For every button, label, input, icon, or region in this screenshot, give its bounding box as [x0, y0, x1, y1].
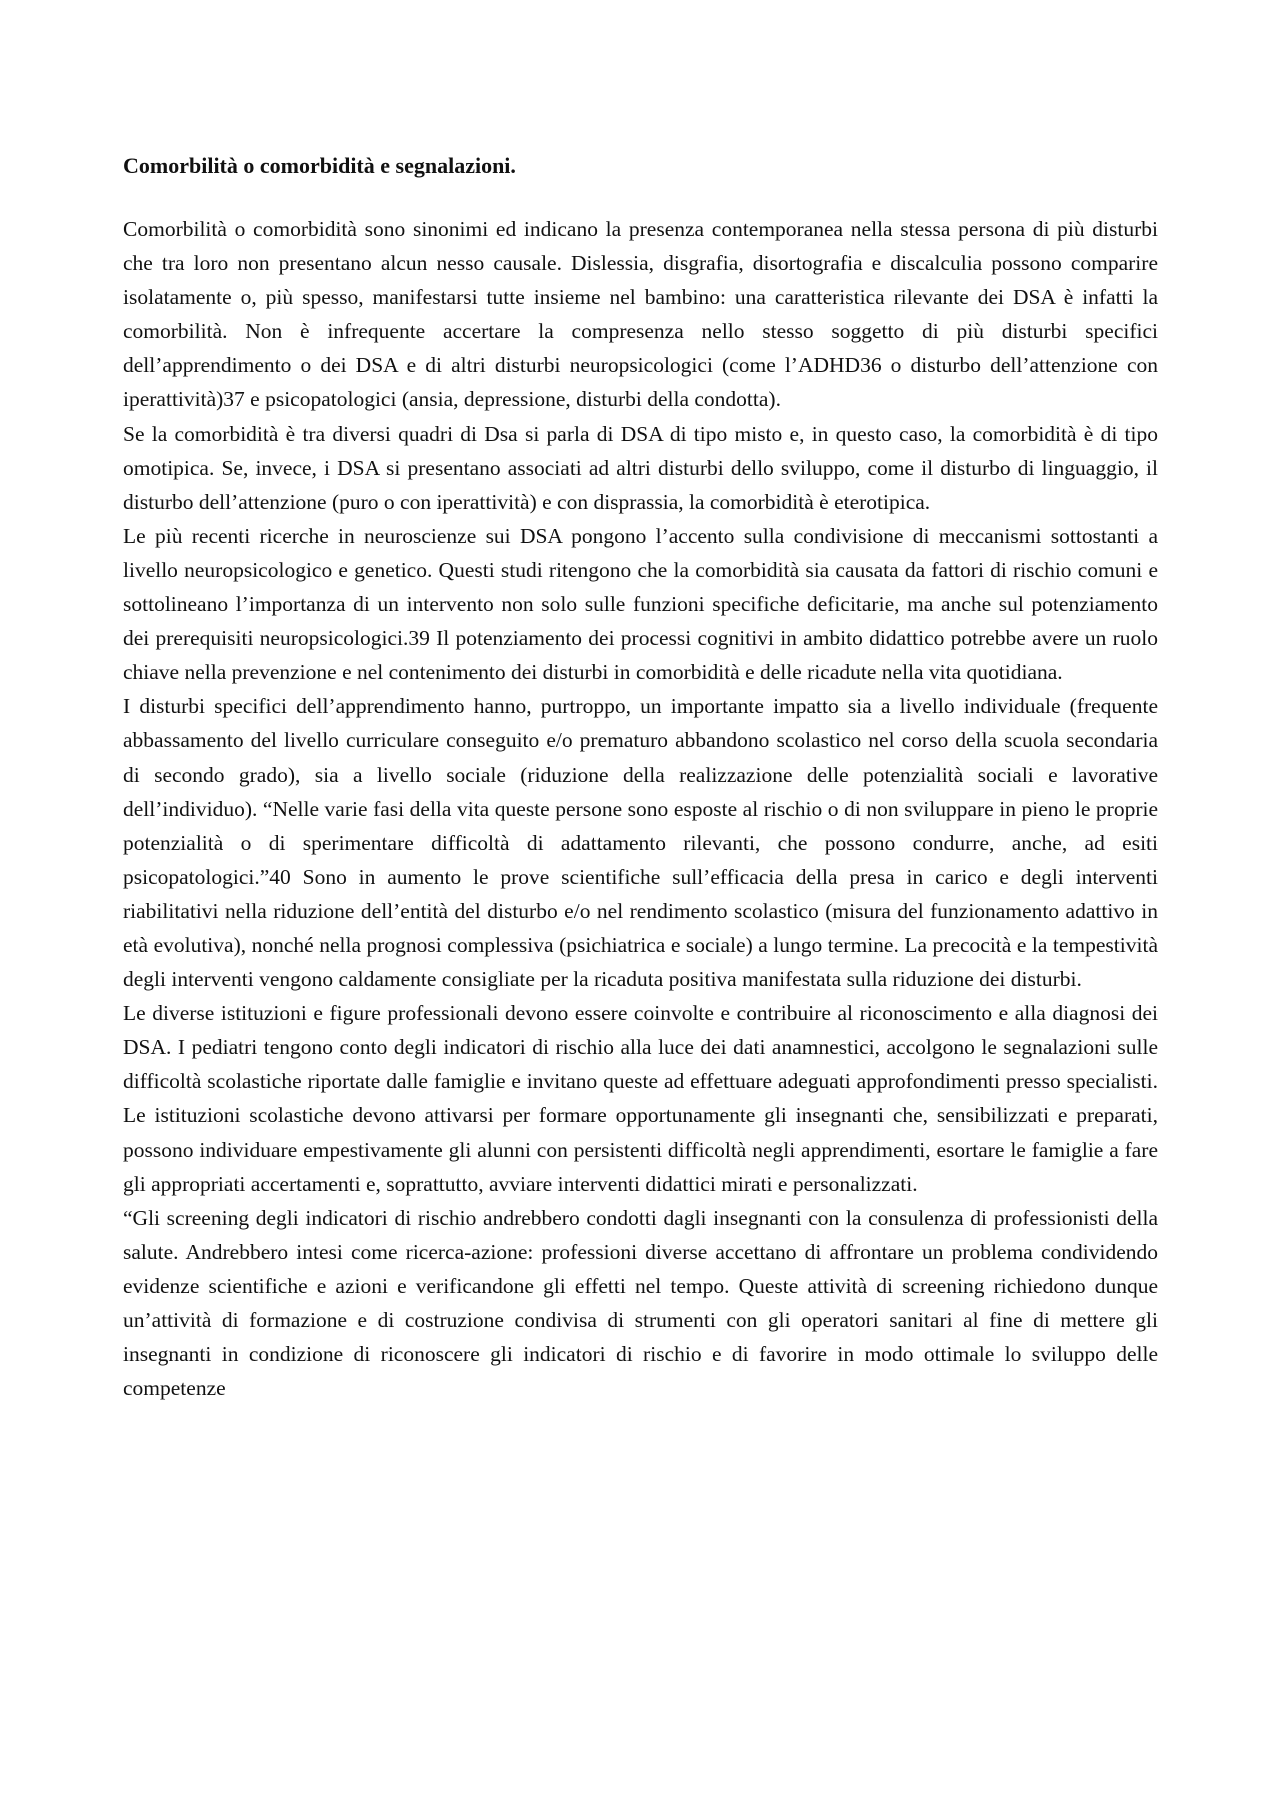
paragraph-comorbidity-types: Se la comorbidità è tra diversi quadri di Dsa si parla di DSA di tipo misto e, in questo caso, la comorbidità è di tipo omotipica. Se, invece, i DSA si presentano associati ad altri disturbi dello sviluppo, come il disturbo di linguaggio, il disturbo dell’attenzione (puro o con iperattività) e con disprassia, la comorbidità è eterotipica.: [123, 421, 1158, 514]
paragraph-screening: “Gli screening degli indicatori di rischio andrebbero condotti dagli insegnanti con la consulenza di professionisti della salute. Andrebbero intesi come ricerca-azione: professioni diverse accettano di affrontare un problema condividendo evidenze scientifiche e azioni e verificandone gli effetti nel tempo. Queste attività di screening richiedono dunque un’attività di formazione e di costruzione condivisa di strumenti con gli operatori sanitari al fine di mettere gli insegnanti in condizione di riconoscere gli indicatori di rischio e di favorire in modo ottimale lo sviluppo delle competenze: [123, 1205, 1158, 1401]
paragraph-institutions: Le diverse istituzioni e figure professionali devono essere coinvolte e contribuire al riconoscimento e alla diagnosi dei DSA. I pediatri tengono conto degli indicatori di rischio alla luce dei dati anamnestici, accolgono le segnalazioni sulle difficoltà scolastiche riportate dalle famiglie e invitano queste ad effettuare adeguati approfondimenti presso specialisti. Le istituzioni scolastiche devono attivarsi per formare opportunamente gli insegnanti che, sensibilizzati e preparati, possono individuare empestivamente gli alunni con persistenti difficoltà negli apprendimenti, esortare le famiglie a fare gli appropriati accertamenti e, soprattutto, avviare interventi didattici mirati e personalizzati.: [123, 1001, 1158, 1196]
document-title: Comorbilità o comorbidità e segnalazioni.: [123, 153, 516, 178]
paragraph-comorbidity-definition: Comorbilità o comorbidità sono sinonimi ed indicano la presenza contemporanea nella stessa persona di più disturbi che tra loro non presentano alcun nesso causale. Dislessia, disgrafia, disortografia e discalculia possono comparire isolatamente o, più spesso, manifestarsi tutte insieme nel bambino: una caratteristica rilevante dei DSA è infatti la comorbilità. Non è infrequente accertare la compresenza nello stesso soggetto di più disturbi specifici dell’apprendimento o dei DSA e di altri disturbi neuropsicologici (come l’ADHD36 o disturbo dell’attenzione con iperattività)37 e psicopatologici (ansia, depressione, disturbi della condotta).: [123, 217, 1158, 412]
document-body: [123, 150, 1158, 1405]
paragraph-impact: I disturbi specifici dell’apprendimento hanno, purtroppo, un importante impatto sia a livello individuale (frequente abbassamento del livello curriculare conseguito e/o prematuro abbandono scolastico nel corso della scuola secondaria di secondo grado), sia a livello sociale (riduzione della realizzazione delle potenzialità sociali e lavorative dell’individuo). “Nelle varie fasi della vita queste persone sono esposte al rischio o di non sviluppare in pieno le proprie potenzialità o di sperimentare difficoltà di adattamento rilevanti, che possono condurre, anche, ad esiti psicopatologici.”40 Sono in aumento le prove scientifiche sull’efficacia della presa in carico e degli interventi riabilitativi nella riduzione dell’entità del disturbo e/o nel rendimento scolastico (misura del funzionamento adattivo in età evolutiva), nonché nella prognosi complessiva (psichiatrica e sociale) a lungo termine. La precocità e la tempestività degli interventi vengono caldamente consigliate per la ricaduta positiva manifestata sulla riduzione dei disturbi.: [123, 694, 1158, 992]
paragraph-neuroscience-research: Le più recenti ricerche in neuroscienze sui DSA pongono l’accento sulla condivisione di meccanismi sottostanti a livello neuropsicologico e genetico. Questi studi ritengono che la comorbidità sia causata da fattori di rischio comuni e sottolineano l’importanza di un intervento non solo sulle funzioni specifiche deficitarie, ma anche sul potenziamento dei prerequisiti neuropsicologici.39 Il potenziamento dei processi cognitivi in ambito didattico potrebbe avere un ruolo chiave nella prevenzione e nel contenimento dei disturbi in comorbidità e delle ricadute nella vita quotidiana.: [123, 523, 1158, 685]
